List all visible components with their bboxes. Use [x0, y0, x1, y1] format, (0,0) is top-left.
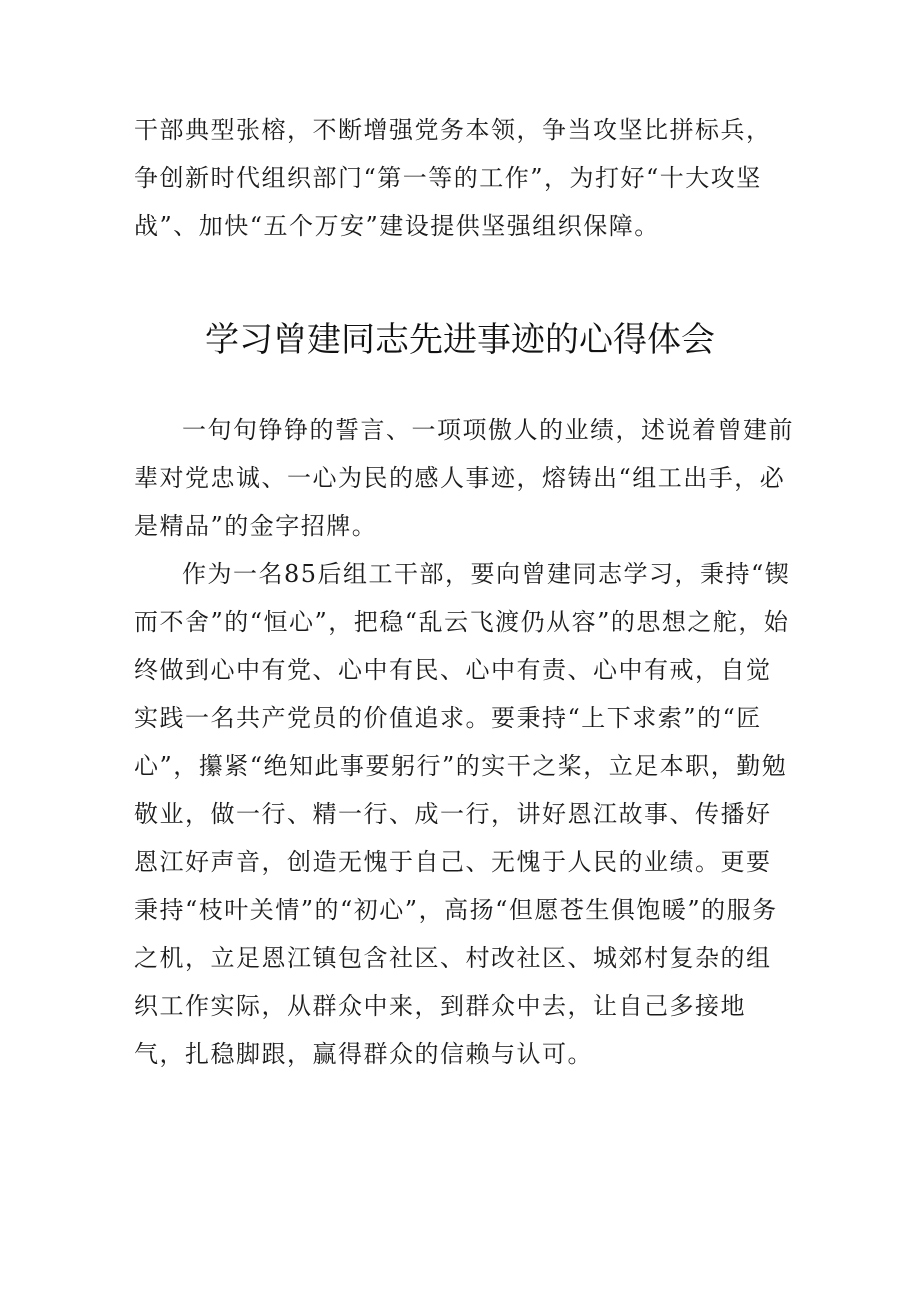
- body-paragraph-1: 一句句铮铮的誓言、一项项傲人的业绩，述说着曾建前辈对党忠诚、一心为民的感人事迹，熔铸出“组工出手，必是精品”的金字招牌。: [134, 416, 794, 540]
- intro-paragraph: 干部典型张榕，不断增强党务本领，争当攻坚比拼标兵，争创新时代组织部门“第一等的工作”，为打好“十大攻坚战”、加快“五个万安”建设提供坚强组织保障。: [134, 116, 772, 240]
- body-paragraph-2: 作为一名85后组工干部，要向曾建同志学习，秉持“锲而不舍”的“恒心”，把稳“乱云飞渡仍从容”的思想之舵，始终做到心中有党、心中有民、心中有责、心中有戒，自觉实践一名共产党员的价值追求。要秉持“上下求索”的“匠心”，攥紧“绝知此事要躬行”的实干之桨，立足本职，勤勉敬业，做一行、精一行、成一行，讲好恩江故事、传播好恩江好声音，创造无愧于自己、无愧于人民的业绩。更要秉持“枝叶关情”的“初心”，高扬“但愿苍生俱饱暖”的服务之机，立足恩江镇包含社区、村改社区、城郊村复杂的组织工作实际，从群众中来，到群众中去，让自己多接地气，扎稳脚跟，赢得群众的信赖与认可。: [134, 560, 791, 1068]
- page-title: 学习曾建同志先进事迹的心得体会: [205, 320, 715, 360]
- article-body: [134, 406, 794, 1078]
